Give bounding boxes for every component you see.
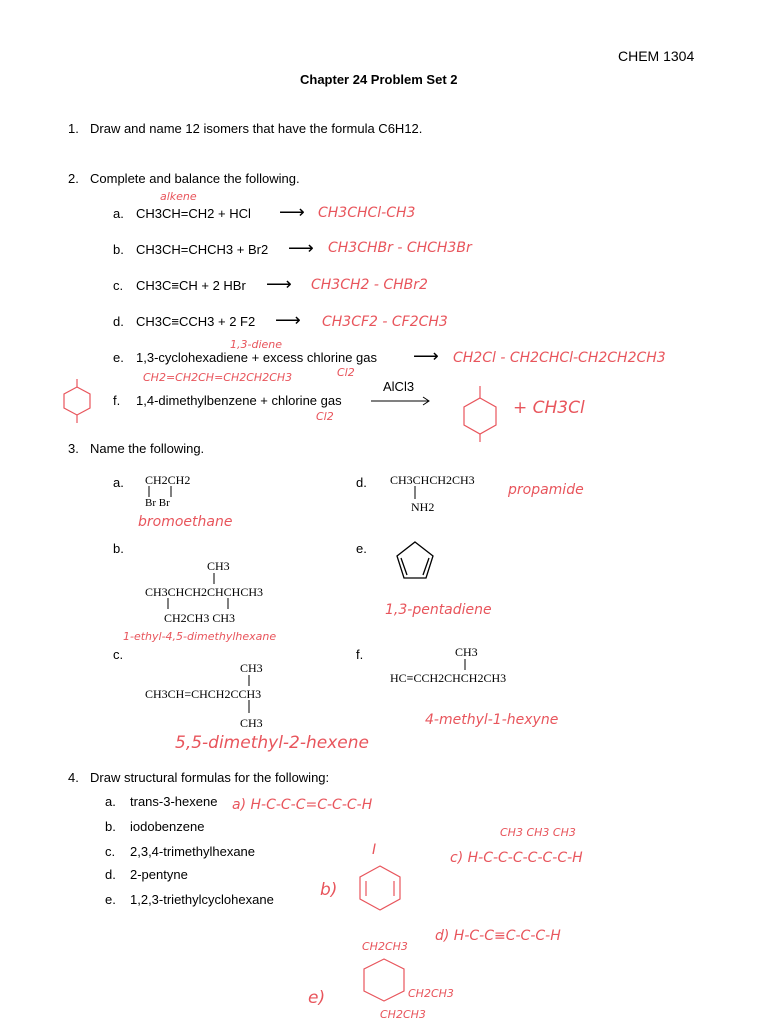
q3b-bond-top [209,572,219,586]
q3f-formula: HC≡CCH2CHCH2CH3 [390,671,507,685]
q3b-label: b. [113,541,124,556]
q3e-answer: 1,3-pentadiene [385,602,492,618]
q3a-label: a. [113,475,124,490]
q4a-answer: a) H-C-C-C=C-C-C-H [232,797,373,813]
q4-number: 4. [68,770,79,785]
iodobenzene-sketch [352,860,412,920]
q3f-top: CH3 [455,645,478,659]
q2c-equation: CH3C≡CH + 2 HBr [136,278,246,293]
q3d-label: d. [356,475,367,490]
q4a-text: trans-3-hexene [130,794,218,809]
q3c-bond-bottom [244,699,254,715]
q4d-text: 2-pentyne [130,867,188,882]
q2c-answer: CH3CH2 - CHBr2 [311,277,428,293]
q2b-answer: CH3CHBr - CHCH3Br [328,240,472,256]
q2e-label: e. [113,350,124,365]
q1-text: Draw and name 12 isomers that have the formula C6H12. [90,121,423,136]
q3d-bond [410,485,420,501]
q3b-top: CH3 [207,559,230,573]
q4b-answer: b) [320,880,338,900]
q2f-note: Cl2 [316,410,334,423]
q2d-equation: CH3C≡CCH3 + 2 F2 [136,314,256,329]
q4c-text: 2,3,4-trimethylhexane [130,844,256,859]
q3e-label: e. [356,541,367,556]
q3c-bond-top [244,674,254,688]
q4e-ethyl-1: CH2CH3 [362,940,408,953]
q3c-answer: 5,5-dimethyl-2-hexene [175,733,369,753]
q4e-ethyl-3: CH2CH3 [380,1008,426,1021]
q4e-ethyl-2: CH2CH3 [408,987,454,1000]
q4d-answer: d) H-C-C≡C-C-C-H [435,928,561,944]
q2b-arrow: ⟶ [288,238,314,258]
q2f-label: f. [113,393,121,408]
chlorotoluene-sketch [458,380,508,450]
q3a-answer: bromoethane [138,514,233,530]
q3b-formula: CH3CHCH2CHCHCH3 [145,585,264,599]
q2c-label: c. [113,278,124,293]
q2d-answer: CH3CF2 - CF2CH3 [322,314,448,330]
q3b-substituents: CH2CH3 CH3 [164,611,236,625]
q4c-answer: c) H-C-C-C-C-C-C-H [450,850,583,866]
q4b-label: b. [105,819,116,834]
q2e-answer: CH2Cl - CH2CHCl-CH2CH2CH3 [453,350,666,366]
q4c-label: c. [105,844,116,859]
q2e-note-structure: CH2=CH2CH=CH2CH2CH3 [143,371,293,384]
q3a-substituents: Br Br [145,497,170,509]
q1-number: 1. [68,121,79,136]
q2b-equation: CH3CH=CHCH3 + Br2 [136,242,269,257]
cyclopentadiene-ring [385,530,445,590]
q3a-bonds [145,485,185,499]
q3f-answer: 4-methyl-1-hexyne [425,712,559,728]
q3a-formula: CH2CH2 [145,473,191,487]
q2-text: Complete and balance the following. [90,171,300,186]
q3-text: Name the following. [90,441,205,456]
q4a-label: a. [105,794,116,809]
q2a-arrow: ⟶ [279,202,305,222]
page-title: Chapter 24 Problem Set 2 [300,72,458,87]
q2-number: 2. [68,171,79,186]
q4d-label: d. [105,867,116,882]
q2d-arrow: ⟶ [275,310,301,330]
q3c-bottom: CH3 [240,716,263,730]
q3b-bonds-bottom [160,597,260,611]
q2e-equation: 1,3-cyclohexadiene + excess chlorine gas [136,350,378,365]
q2f-equation: 1,4-dimethylbenzene + chlorine gas [136,393,342,408]
q4-text: Draw structural formulas for the following: [90,770,330,785]
q3b-answer: 1-ethyl-4,5-dimethylhexane [123,630,277,643]
q3c-formula: CH3CH=CHCH2CCH3 [145,687,262,701]
q2e-note-cl2: Cl2 [337,366,355,379]
q3f-label: f. [356,647,364,662]
q4b-text: iodobenzene [130,819,205,834]
q2f-catalyst: AlCl3 [383,379,415,394]
q2d-label: d. [113,314,124,329]
q3f-bond [460,658,470,672]
q2b-label: b. [113,242,124,257]
q2a-label: a. [113,206,124,221]
cyclohexane-sketch [358,955,418,1015]
q4e-text: 1,2,3-triethylcyclohexane [130,892,274,907]
q2a-equation: CH3CH=CH2 + HCl [136,206,251,221]
q3c-top: CH3 [240,661,263,675]
q2e-arrow: ⟶ [413,346,439,366]
dimethylbenzene-sketch [62,375,102,435]
q2e-note: 1,3-diene [230,338,283,351]
q4e-label: e. [105,892,116,907]
q2f-catalyst-arrow [371,396,431,406]
q4e-answer: e) [308,988,326,1008]
q2a-answer: CH3CHCl-CH3 [318,205,416,221]
q2c-arrow: ⟶ [266,274,292,294]
q3c-label: c. [113,647,124,662]
q4b-iodo: I [372,842,377,858]
q2a-note: alkene [160,190,197,203]
q3d-formula: CH3CHCH2CH3 [390,473,475,487]
q3d-substituent: NH2 [411,500,435,514]
q3-number: 3. [68,441,79,456]
q2f-answer: + CH3Cl [513,398,585,418]
course-code: CHEM 1304 [618,48,695,64]
q3d-answer: propamide [508,482,584,498]
q4c-answer-top: CH3 CH3 CH3 [500,826,576,839]
